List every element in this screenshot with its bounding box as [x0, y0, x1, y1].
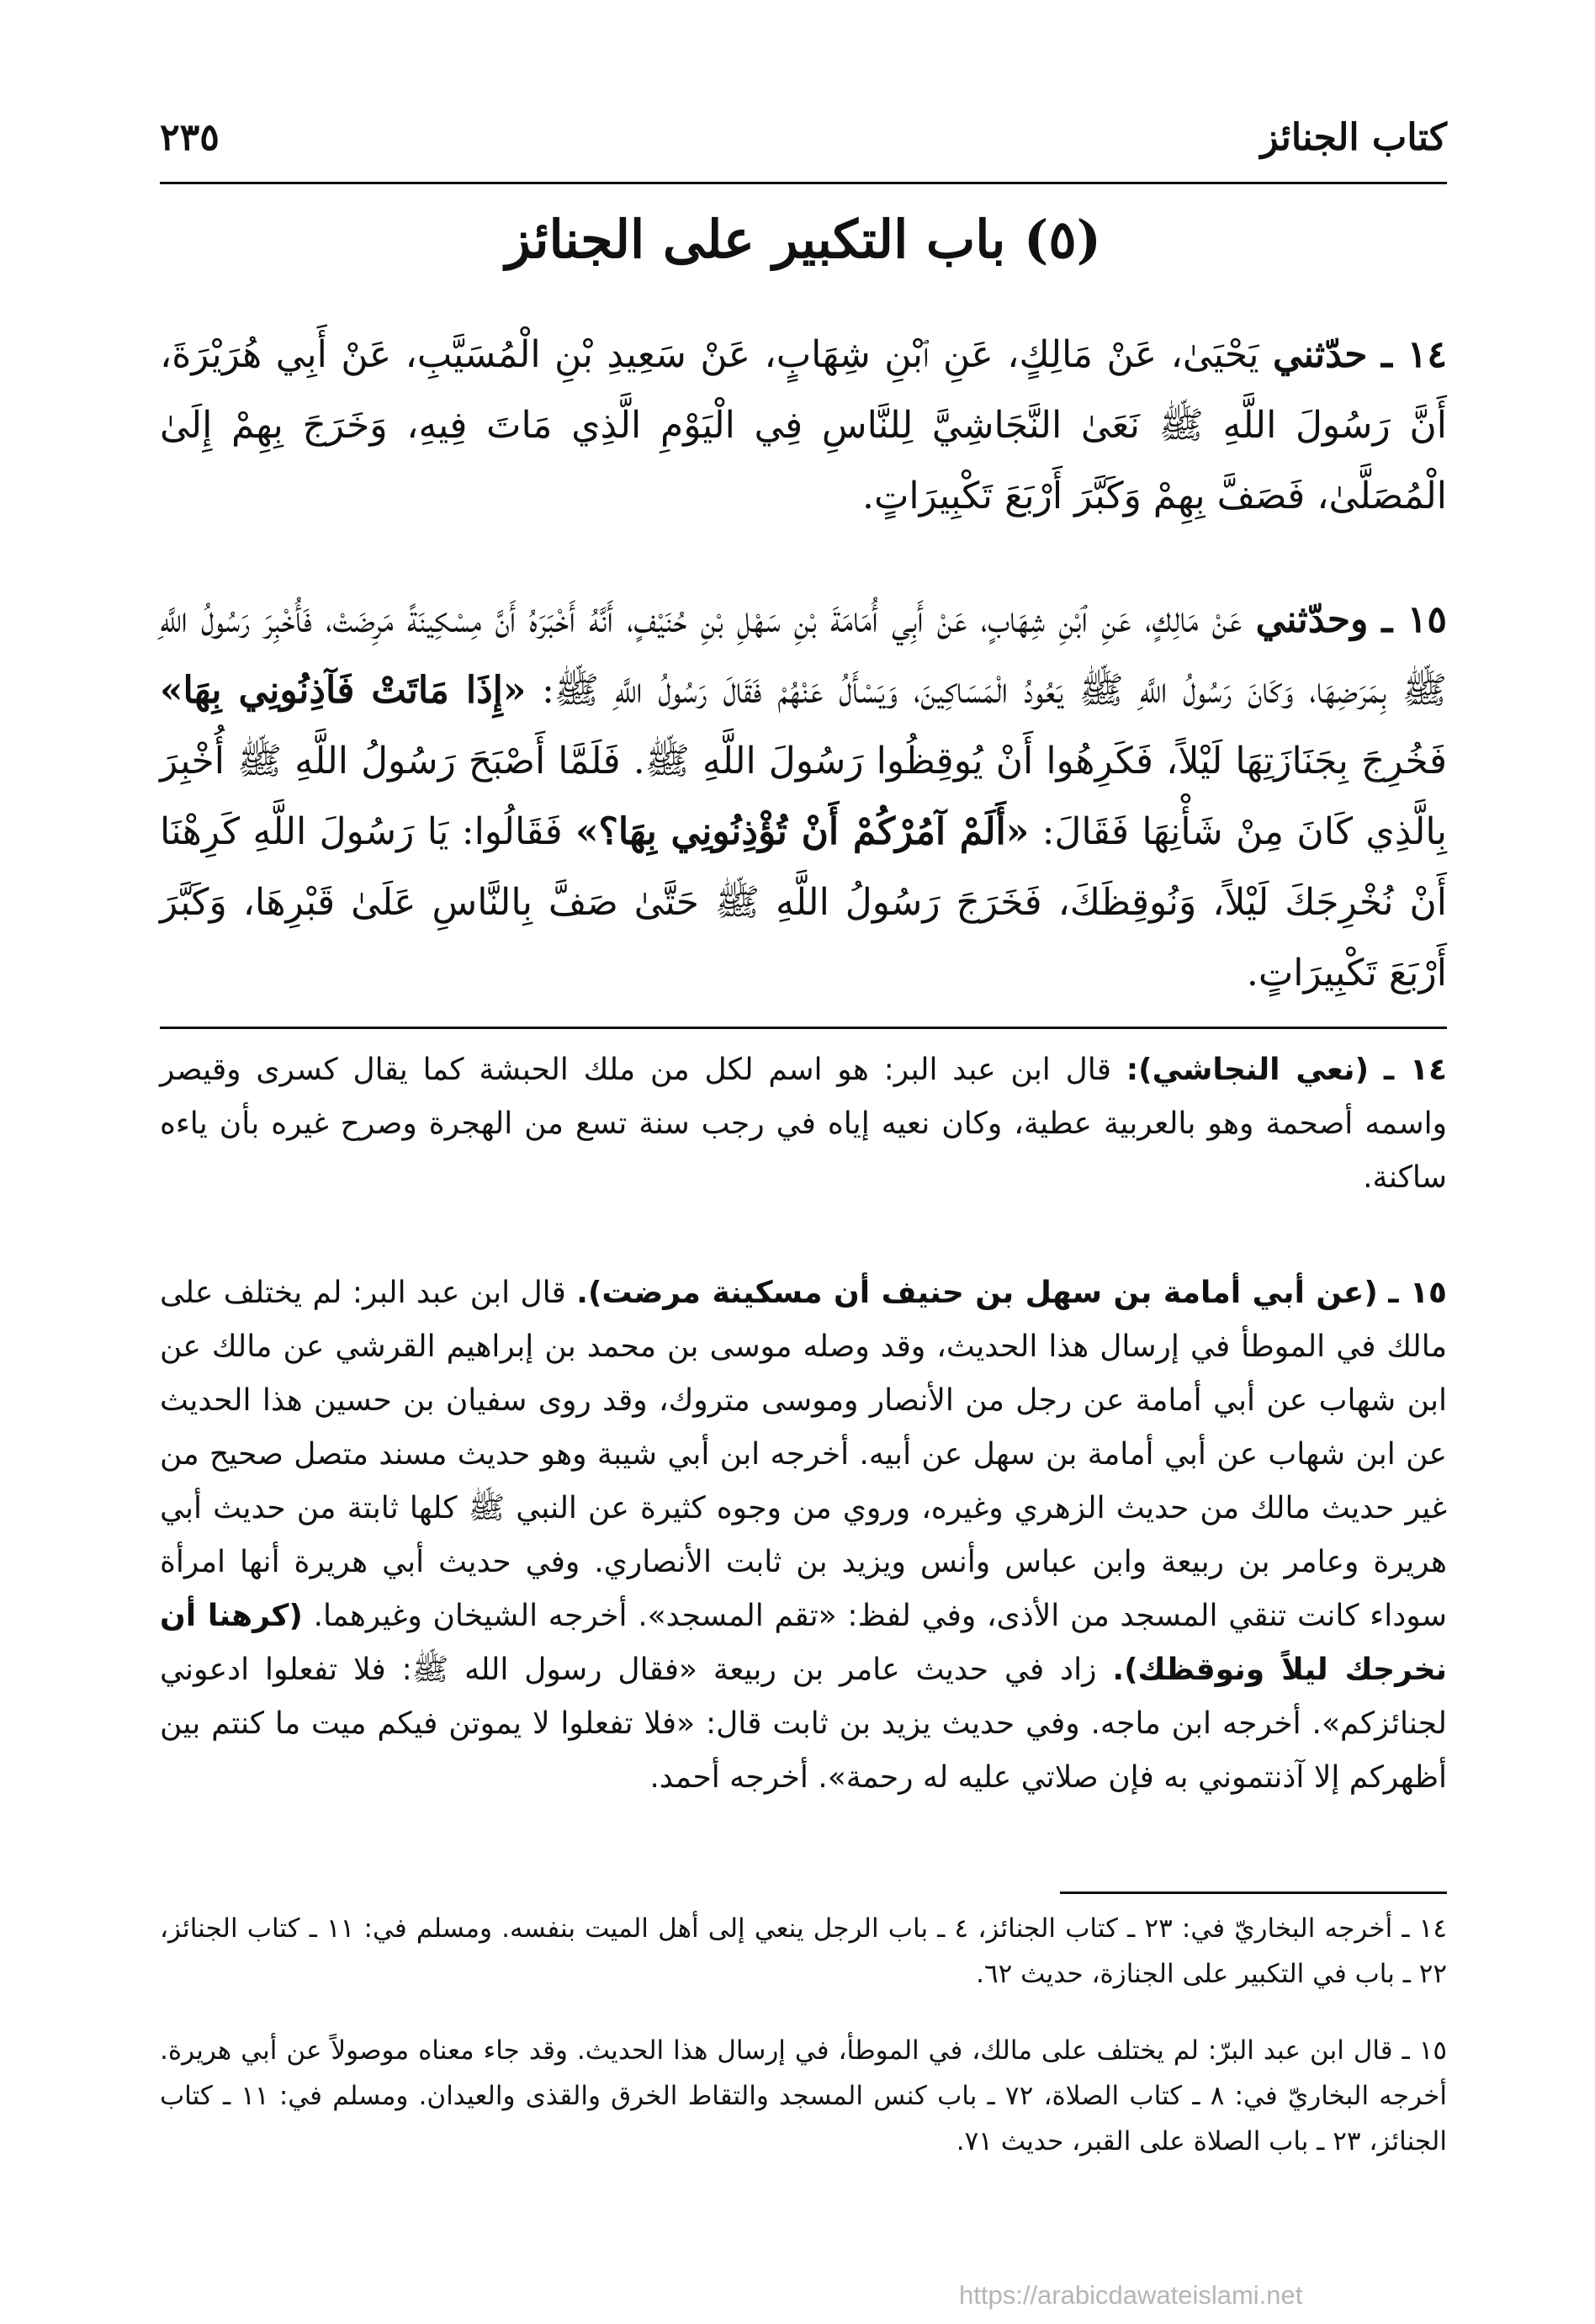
watermark-url: https://arabicdawateislami.net: [959, 2280, 1303, 2310]
chapter-title: كتاب الجنائز: [1260, 116, 1447, 159]
hadith-text: فَخُرِجَ بِجَنَازَتِهَا لَيْلاً، فَكَرِهُوا أَنْ يُوقِظُوا رَسُولَ اللَّهِ ﷺ. فَلَمَّا أَصْبَحَ رَسُولُ اللَّهِ ﷺ أُخْبِرَ بِالَّذِي كَانَ مِنْ شَأْنِهَا فَقَالَ:: [160, 740, 1448, 853]
commentary-15: [160, 1266, 1447, 1805]
footnote-14: ١٤ ـ أخرجه البخاريّ في: ٢٣ ـ كتاب الجنائز، ٤ ـ باب الرجل ينعي إلى أهل الميت بنفسه. ومسلم في: ١١ ـ كتاب الجنائز، ٢٢ ـ باب في التكبير على الجنازة، حديث ٦٢.: [160, 1913, 1447, 1989]
commentary-text: زاد في حديث عامر بن ربيعة «فقال رسول الله ﷺ: فلا تفعلوا ادعوني لجنائزكم». أخرجه ابن ماجه. وفي حديث يزيد بن ثابت قال: «فلا تفعلوا لا يموتن فيكم ميت ما كنتم بين أظهركم إلا آذنتموني به فإن صلاتي عليه له رحمة». أخرجه أحمد.: [160, 1653, 1447, 1795]
commentary-number: ١٤ ـ: [1383, 1053, 1447, 1087]
commentary-text: قال ابن عبد البر: هو اسم لكل من ملك الحبشة كما يقال كسرى وقيصر واسمه أصحمة وهو بالعربية عطية، وكان نعيه إياه في رجب سنة تسع من الهجرة وصرح غيره بأن ياءه ساكنة.: [160, 1053, 1447, 1195]
hadith-number: ١٤ ـ: [1380, 333, 1447, 376]
commentary-bold: (كرهنا أن نخرجك ليلاً ونوقظك).: [160, 1599, 1447, 1687]
commentary-text: قال ابن عبد البر: لم يختلف على مالك في الموطأ في إرسال هذا الحديث، وقد وصله موسى بن محمد بن إبراهيم القرشي عن مالك عن ابن شهاب عن أبي أمامة عن رجل من الأنصار وموسى متروك، وقد روى سفيان بن حسين هذا الحديث عن ابن شهاب عن أبي أمامة بن سهل عن أبيه. أخرجه ابن أبي شيبة وهو حديث مسند متصل صحيح من غير حديث مالك من حديث الزهري وغيره، وروي من وجوه كثيرة عن النبي ﷺ كلها ثابتة من حديث أبي هريرة وعامر بن ربيعة وابن عباس وأنس ويزيد بن ثابت الأنصاري. وفي حديث أبي هريرة أنها امرأة سوداء كانت تنقي المسجد من الأذى، وفي لفظ: «تقم المسجد». أخرجه الشيخان وغيرهما.: [160, 1276, 1447, 1633]
commentary-14: [160, 1043, 1447, 1205]
hadith-14: [160, 320, 1447, 532]
hadith-number: ١٥ ـ: [1381, 598, 1447, 641]
commentary-divider: [160, 1027, 1447, 1029]
hadith-15: [160, 585, 1447, 1009]
hadith-quote: «أَلَمْ آمُرْكُمْ أَنْ تُؤْذِنُونِي بِهَا؟»: [575, 810, 1030, 853]
footnotes-divider: [1060, 1892, 1447, 1894]
commentary-heading: (نعي النجاشي):: [1126, 1053, 1370, 1087]
section-title: (٥) باب التكبير على الجنائز: [506, 209, 1101, 270]
hadith-quote: «إِذَا مَاتَتْ فَآذِنُونِي بِهَا»: [160, 669, 527, 712]
footnote-15: ١٥ ـ قال ابن عبد البرّ: لم يختلف على مالك، في الموطأ، في إرسال هذا الحديث. وقد جاء معناه موصولاً عن أبي هريرة. أخرجه البخاريّ في: ٨ ـ كتاب الصلاة، ٧٢ ـ باب كنس المسجد والتقاط الخرق والقذى والعيدان. ومسلم في: ١١ ـ كتاب الجنائز، ٢٣ ـ باب الصلاة على القبر، حديث ٧١.: [160, 2035, 1447, 2157]
hadith-text: يَحْيَىٰ، عَنْ مَالِكٍ، عَنِ ٱبْنِ شِهَابٍ، عَنْ سَعِيدِ بْنِ الْمُسَيَّبِ، عَنْ أَبِي هُرَيْرَةَ، أَنَّ رَسُولَ اللَّهِ ﷺ نَعَىٰ النَّجَاشِيَّ لِلنَّاسِ فِي الْيَوْمِ الَّذِي مَاتَ فِيهِ، وَخَرَجَ بِهِمْ إِلَىٰ الْمُصَلَّىٰ، فَصَفَّ بِهِمْ وَكَبَّرَ أَرْبَعَ تَكْبِيرَاتٍ.: [160, 333, 1447, 517]
hadith-text: فَقَالُوا: يَا رَسُولَ اللَّهِ كَرِهْنَا أَنْ نُخْرِجَكَ لَيْلاً، وَنُوقِظَكَ، فَخَرَجَ رَسُولُ اللَّهِ ﷺ حَتَّىٰ صَفَّ بِالنَّاسِ عَلَىٰ قَبْرِهَا، وَكَبَّرَ أَرْبَعَ تَكْبِيرَاتٍ.: [160, 810, 1447, 995]
page-header: [160, 109, 1447, 177]
commentary-number: ١٥ ـ: [1388, 1276, 1447, 1310]
commentary-heading: (عن أبي أمامة بن سهل بن حنيف أن مسكينة مرضت).: [576, 1276, 1378, 1310]
page-number: ٢٣٥: [160, 116, 220, 159]
header-divider: [160, 182, 1447, 184]
hadith-text: عَنْ مَالِكٍ، عَنِ ٱبْنِ شِهَابٍ، عَنْ أَبِي أُمَامَةَ بْنِ سَهْلِ بْنِ حُنَيْفٍ، أَنَّهُ أَخْبَرَهُ أَنَّ مِسْكِينَةً مَرِضَتْ، فَأُخْبِرَ رَسُولُ اللَّهِ ﷺ بِمَرَضِهَا، وَكَانَ رَسُولُ اللَّهِ ﷺ يَعُودُ الْمَسَاكِينَ، وَيَسْأَلُ عَنْهُمْ فَقَالَ رَسُولُ اللَّهِ ﷺ:: [160, 598, 1447, 712]
book-page: [160, 109, 1447, 2297]
hadith-lead: وحدّثني: [1255, 598, 1369, 641]
hadith-lead: حدّثني: [1272, 333, 1368, 376]
